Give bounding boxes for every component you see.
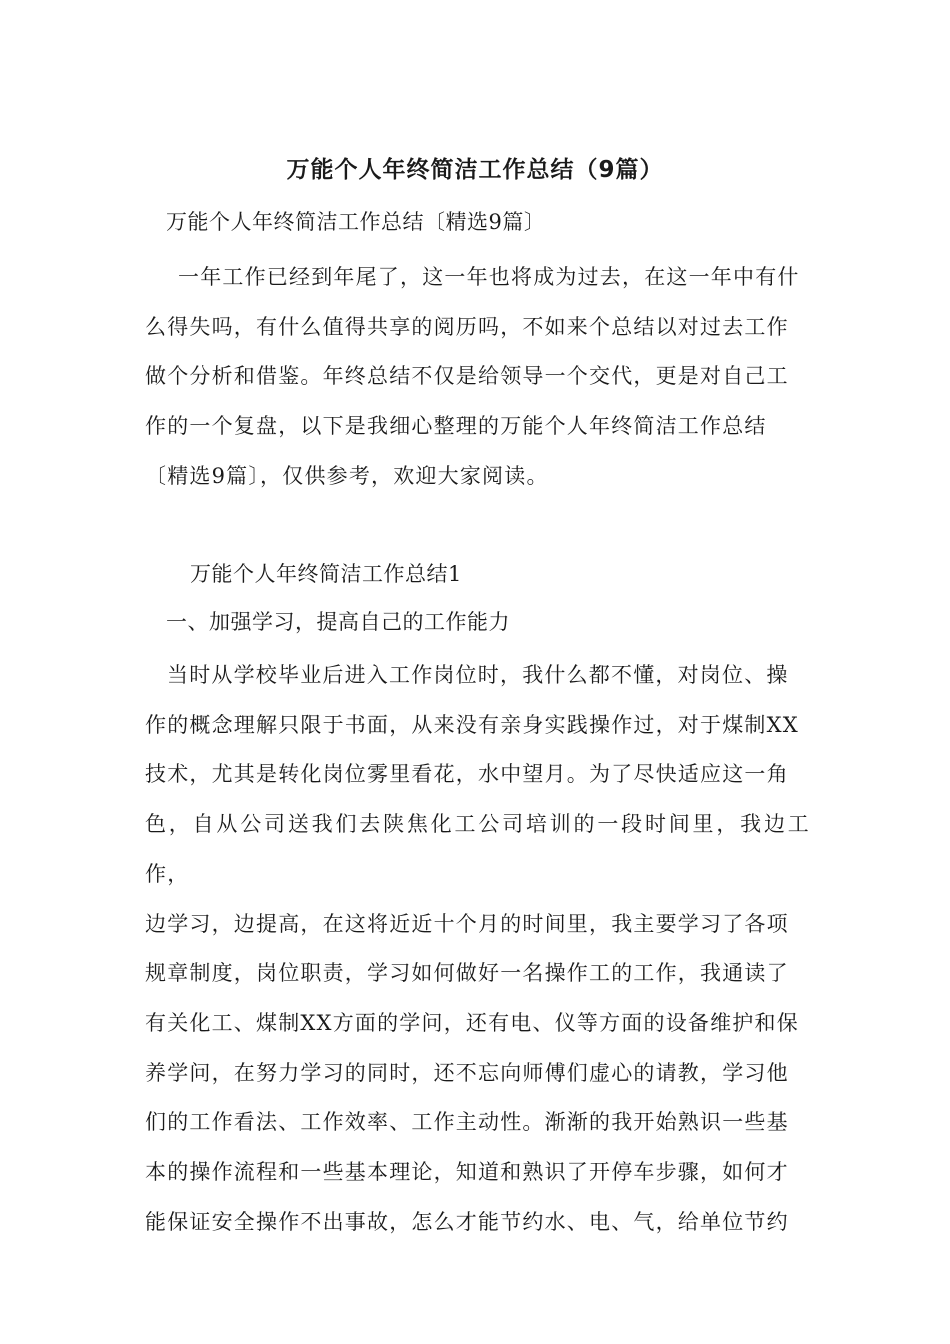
intro-line: 做个分析和借鉴。年终总结不仅是给领导一个交代，更是对自己工	[145, 364, 789, 389]
body-line: 能保证安全操作不出事故，怎么才能节约水、电、气，给单位节约	[145, 1209, 789, 1234]
intro-line: 一年工作已经到年尾了，这一年也将成为过去，在这一年中有什	[178, 265, 800, 289]
body-line: 作的概念理解只限于书面，从来没有亲身实践操作过，对于煤制XX	[145, 712, 799, 737]
intro-line: 〔精选9篇〕，仅供参考，欢迎大家阅读。	[145, 463, 549, 488]
body-paragraph	[145, 651, 810, 1247]
body-line: 色，自从公司送我们去陕焦化工公司培训的一段时间里，我边工作，	[145, 812, 810, 886]
body-line: 边学习，边提高，在这将近近十个月的时间里，我主要学习了各项	[145, 911, 789, 936]
body-line: 养学问，在努力学习的同时，还不忘向师傅们虚心的请教，学习他	[145, 1060, 789, 1085]
body-line: 本的操作流程和一些基本理论，知道和熟识了开停车步骤，如何才	[145, 1160, 789, 1185]
section-heading: 一、加强学习，提高自己的工作能力	[166, 610, 510, 634]
body-line: 们的工作看法、工作效率、工作主动性。渐渐的我开始熟识一些基	[145, 1110, 789, 1135]
body-line: 技术，尤其是转化岗位雾里看花，水中望月。为了尽快适应这一角	[145, 762, 789, 787]
document-subtitle: 万能个人年终简洁工作总结〔精选9篇〕	[166, 210, 546, 234]
intro-line: 么得失吗，有什么值得共享的阅历吗，不如来个总结以对过去工作	[145, 314, 789, 339]
document-title: 万能个人年终简洁工作总结（9篇）	[286, 157, 664, 183]
intro-paragraph	[145, 253, 810, 502]
intro-line: 作的一个复盘，以下是我细心整理的万能个人年终简洁工作总结	[145, 414, 767, 439]
body-line: 当时从学校毕业后进入工作岗位时，我什么都不懂，对岗位、操	[167, 663, 789, 687]
body-line: 有关化工、煤制XX方面的学问，还有电、仪等方面的设备维护和保	[145, 1010, 799, 1035]
section-title: 万能个人年终简洁工作总结1	[190, 562, 462, 586]
body-line: 规章制度，岗位职责，学习如何做好一名操作工的工作，我通读了	[145, 961, 789, 986]
